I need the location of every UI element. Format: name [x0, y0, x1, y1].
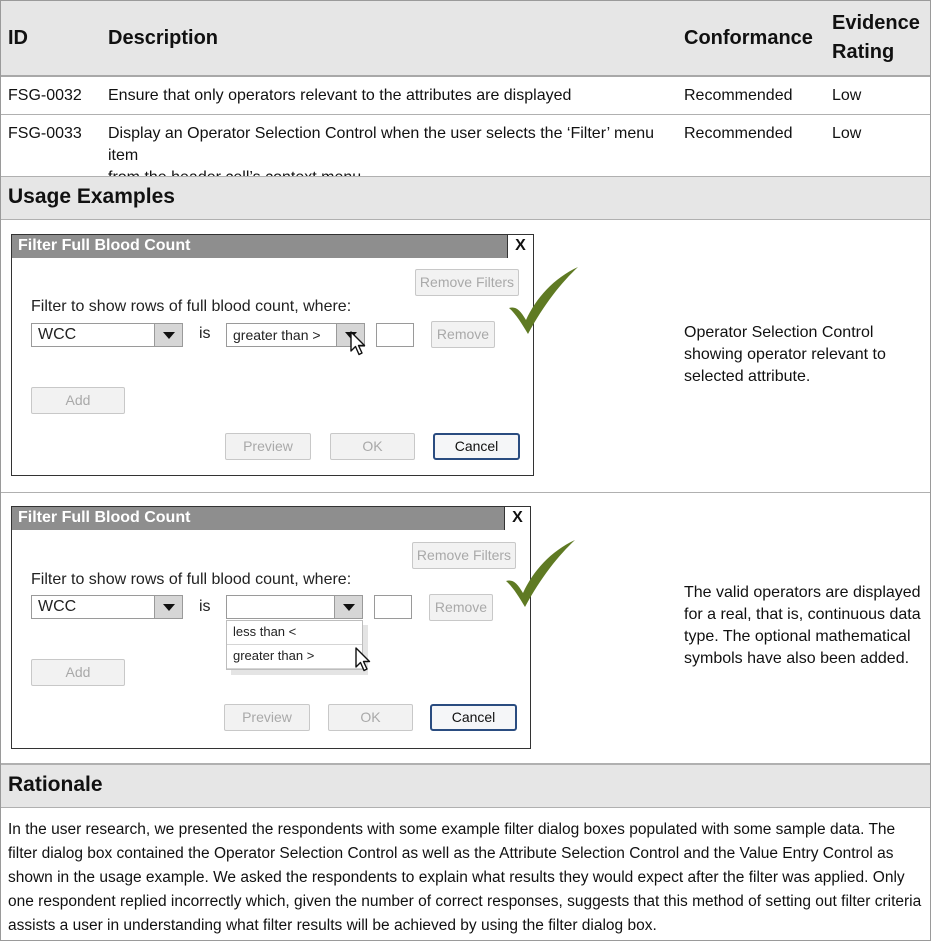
section-title: Usage Examples [8, 185, 175, 208]
triangle-down-icon[interactable] [154, 324, 182, 346]
header-description: Description [108, 27, 219, 49]
operator-value: greater than > [233, 327, 321, 343]
header-evidence [832, 9, 920, 67]
dialog-title: Filter Full Blood Count [12, 235, 533, 258]
section-title: Rationale [8, 773, 103, 796]
header-id: ID [8, 27, 28, 49]
remove-filters-button[interactable]: Remove Filters [412, 542, 516, 569]
table-header [1, 1, 930, 77]
rationale-text: In the user research, we presented the respondents with some example filter dialog boxes populated with some sample data. The filter dialog box contained the Operator Selection Control as well as the Attribute Selection Control and the Value Entry Control as shown in the usage example. We asked the respondents to explain what results they would expect after the filter was applied. Only one respondent replied incorrectly which, given the number of correct responses, suggests that this method of setting out filter criteria assists a user in understanding what filter results will be achieved by using the filter dialog box. [8, 821, 922, 934]
option-less-than[interactable]: less than < [227, 621, 362, 645]
value-input[interactable] [376, 323, 414, 347]
table-row [1, 77, 930, 115]
header-evidence-line2: Rating [832, 41, 895, 63]
rationale-heading [1, 764, 930, 808]
checkmark-icon [503, 537, 579, 609]
operator-select[interactable] [226, 323, 365, 347]
description-line: selected attribute. [684, 368, 811, 385]
example-description [684, 322, 924, 388]
row-evidence: Low [832, 125, 862, 142]
attribute-value: WCC [38, 326, 77, 343]
attribute-select[interactable] [31, 595, 183, 619]
attribute-select[interactable] [31, 323, 183, 347]
dialog-title: Filter Full Blood Count [12, 507, 530, 530]
add-button[interactable]: Add [31, 659, 125, 686]
checkmark-icon [506, 264, 582, 336]
preview-button[interactable]: Preview [225, 433, 311, 460]
description-line: showing operator relevant to [684, 346, 886, 363]
description-line: Operator Selection Control [684, 324, 874, 341]
filter-prompt: Filter to show rows of full blood count, where: [31, 571, 352, 588]
close-button[interactable]: X [504, 507, 530, 530]
row-evidence: Low [832, 87, 862, 104]
remove-filters-button[interactable]: Remove Filters [415, 269, 519, 296]
attribute-value: WCC [38, 598, 77, 615]
ok-button[interactable]: OK [330, 433, 415, 460]
preview-button[interactable]: Preview [224, 704, 310, 731]
table-row [1, 115, 930, 177]
row-conformance: Recommended [684, 125, 793, 142]
cancel-button[interactable]: Cancel [433, 433, 520, 460]
option-greater-than[interactable]: greater than > [227, 645, 362, 669]
header-conformance: Conformance [684, 27, 813, 49]
mouse-pointer-icon [354, 647, 372, 673]
usage-example-2 [1, 493, 930, 764]
close-button[interactable]: X [507, 235, 533, 258]
description-line: The valid operators are displayed [684, 584, 921, 601]
operator-options-list [226, 620, 363, 670]
cancel-button[interactable]: Cancel [430, 704, 517, 731]
usage-example-1 [1, 220, 930, 493]
description-line: type. The optional mathematical [684, 628, 911, 645]
operator-select[interactable] [226, 595, 363, 619]
remove-button[interactable]: Remove [431, 321, 495, 348]
filter-dialog [11, 506, 531, 749]
row-conformance: Recommended [684, 87, 793, 104]
value-input[interactable] [374, 595, 412, 619]
triangle-down-icon[interactable] [154, 596, 182, 618]
row-id: FSG-0033 [8, 125, 82, 142]
header-evidence-line1: Evidence [832, 12, 920, 34]
usage-examples-heading [1, 176, 930, 220]
ok-button[interactable]: OK [328, 704, 413, 731]
row-id: FSG-0032 [8, 87, 82, 104]
remove-button[interactable]: Remove [429, 594, 493, 621]
add-button[interactable]: Add [31, 387, 125, 414]
is-label: is [199, 598, 211, 615]
description-line: symbols have also been added. [684, 650, 910, 667]
description-line: for a real, that is, continuous data [684, 606, 921, 623]
example-description [684, 582, 924, 670]
filter-prompt: Filter to show rows of full blood count, where: [31, 298, 352, 315]
row-description: Ensure that only operators relevant to the attributes are displayed [108, 87, 572, 104]
filter-dialog [11, 234, 534, 476]
is-label: is [199, 325, 211, 342]
row-description-line1: Display an Operator Selection Control when the user selects the ‘Filter’ menu item [108, 125, 655, 164]
triangle-down-icon[interactable] [334, 596, 362, 618]
mouse-pointer-icon [349, 331, 367, 357]
